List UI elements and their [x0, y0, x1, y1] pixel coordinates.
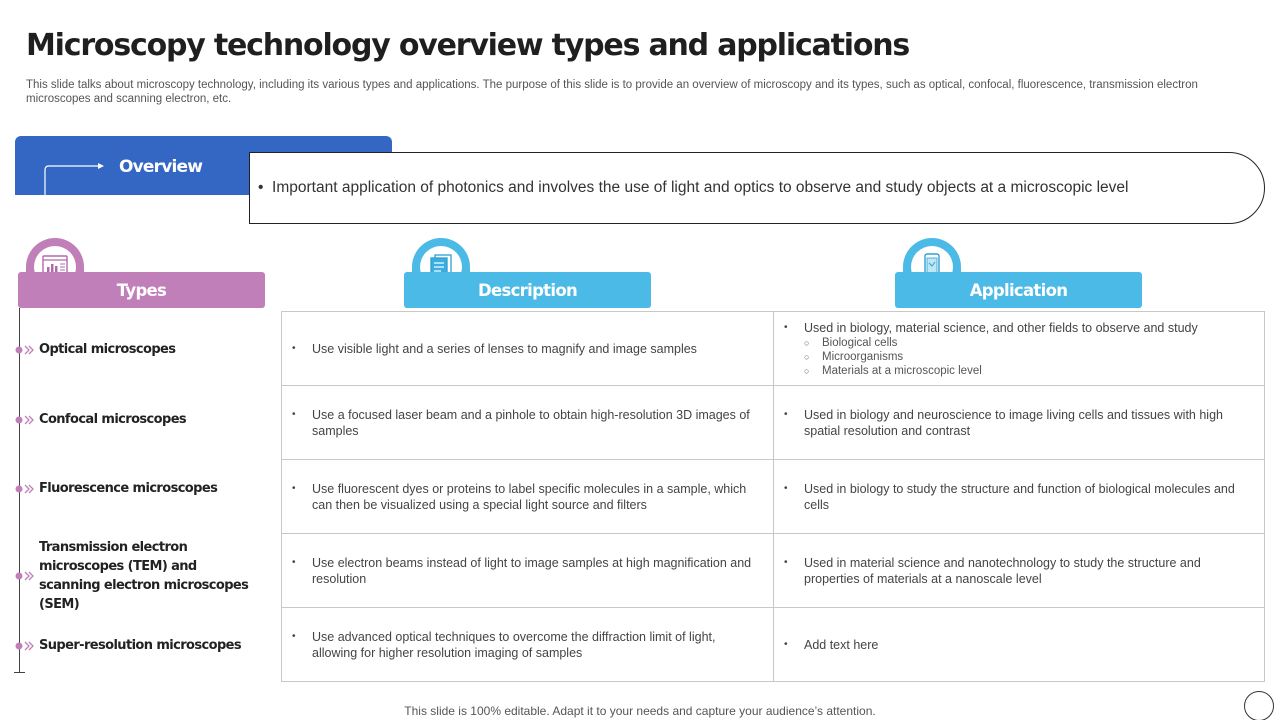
list-item: ○ Biological cells [804, 336, 898, 349]
bullet: • [784, 638, 788, 650]
application-cell [774, 386, 1265, 460]
bullet: • [292, 408, 296, 420]
description-text: Use advanced optical techniques to overcome the diffraction limit of light, allowing for higher resolution imaging of samples [312, 629, 716, 660]
description-cell [282, 312, 774, 386]
slide-title: Microscopy technology overview types and applications [26, 28, 910, 63]
list-item: ○ Microorganisms [804, 350, 904, 363]
overview-label: Overview [119, 157, 203, 177]
bullet: • [784, 408, 788, 420]
application-cell [774, 312, 1265, 386]
table-row [282, 312, 1265, 386]
description-cell [282, 460, 774, 534]
description-cell [282, 608, 774, 682]
timeline-end [14, 672, 25, 673]
bullet: • [292, 342, 296, 354]
type-label: Optical microscopes [39, 342, 176, 357]
table-row [282, 534, 1265, 608]
type-label: Fluorescence microscopes [39, 481, 218, 496]
bullet: • [292, 556, 296, 568]
type-item-confocal [15, 410, 265, 429]
overview-text [258, 179, 1128, 197]
add-text-placeholder[interactable]: Add text here [804, 637, 879, 652]
chevron-marker-icon [15, 570, 39, 582]
description-text: Use electron beams instead of light to image samples at high magnification and resolution [312, 555, 752, 586]
application-text: Used in biology and neuroscience to image living cells and tissues with high spatial resolution and contrast [804, 407, 1223, 438]
microscopy-table [281, 311, 1265, 682]
bullet: • [292, 630, 296, 642]
application-text: Used in biology, material science, and other fields to observe and study [804, 320, 1198, 335]
description-header: Description [404, 272, 651, 308]
application-header: Application [895, 272, 1142, 308]
slide-subtitle: This slide talks about microscopy technology, including its various types and applications. The purpose of this slide is to provide an overview of microscopy and its types, such as optical, confocal, fluorescence, transmission electron microscopes and scanning electron, etc. [26, 79, 1198, 105]
bullet: • [292, 482, 296, 494]
table-row [282, 460, 1265, 534]
type-item-super-resolution [15, 636, 265, 655]
application-text: Used in biology to study the structure and function of biological molecules and cells [804, 481, 1235, 512]
corner-circle-icon [1244, 691, 1274, 720]
bullet: • [258, 179, 273, 196]
list-item: ○ Materials at a microscopic level [804, 364, 982, 377]
type-item-electron [15, 538, 260, 614]
table-row [282, 608, 1265, 682]
bullet: • [784, 321, 788, 333]
table-row [282, 386, 1265, 460]
slide-footer: This slide is 100% editable. Adapt it to your needs and capture your audience’s attention. [404, 704, 876, 718]
types-header: Types [18, 272, 265, 308]
description-text: Use a focused laser beam and a pinhole to obtain high-resolution 3D images of samples [312, 407, 750, 438]
type-item-optical [15, 340, 265, 359]
description-text: Use fluorescent dyes or proteins to label specific molecules in a sample, which can then be visualized using a special light source and filters [312, 481, 747, 512]
bullet: • [784, 482, 788, 494]
application-cell[interactable] [774, 608, 1265, 682]
bullet: • [784, 556, 788, 568]
application-cell [774, 460, 1265, 534]
description-cell [282, 386, 774, 460]
overview-text-content: Important application of photonics and involves the use of light and optics to observe and study objects at a microscopic level [272, 179, 1129, 196]
chevron-marker-icon [15, 640, 39, 652]
type-label: Confocal microscopes [39, 412, 187, 427]
type-label: Super-resolution microscopes [39, 638, 242, 653]
application-sublist [804, 336, 1250, 378]
chevron-marker-icon [15, 483, 39, 495]
description-cell [282, 534, 774, 608]
application-text: Used in material science and nanotechnology to study the structure and properties of materials at a nanoscale level [804, 555, 1201, 586]
chevron-marker-icon [15, 414, 39, 426]
chevron-marker-icon [15, 344, 39, 356]
description-text: Use visible light and a series of lenses to magnify and image samples [312, 341, 697, 356]
type-item-fluorescence [15, 479, 265, 498]
arrow-right-icon [40, 160, 110, 196]
application-cell [774, 534, 1265, 608]
type-label: Transmission electron microscopes (TEM) and scanning electron microscopes (SEM) [39, 540, 249, 612]
